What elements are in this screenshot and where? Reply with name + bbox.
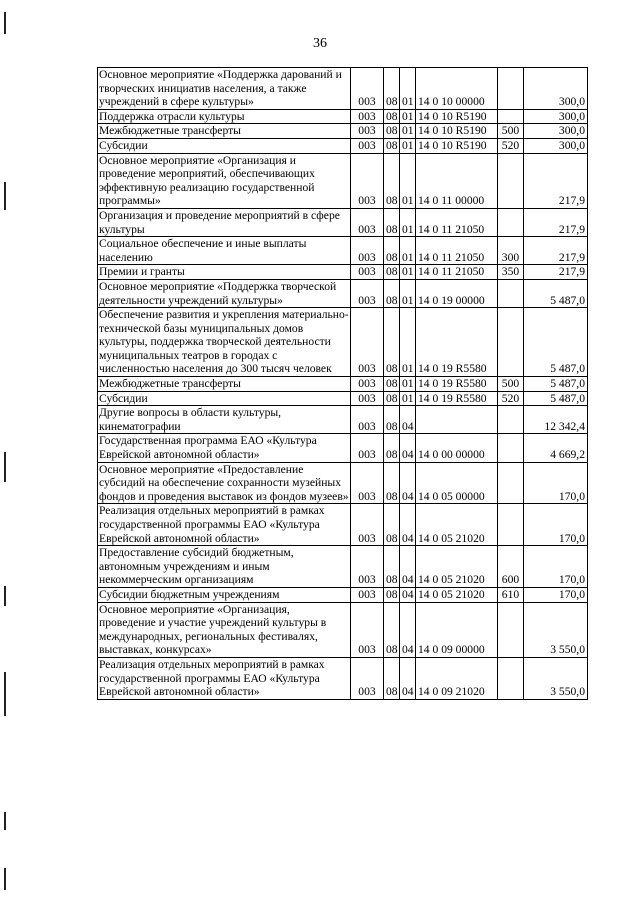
table-row	[98, 208, 588, 236]
target-article-code: 14 0 19 R5580	[416, 391, 498, 406]
expense-type-code: 500	[498, 377, 524, 392]
grbs-code: 003	[351, 504, 384, 546]
target-article-code: 14 0 05 21020	[416, 546, 498, 588]
target-article-code: 14 0 19 R5580	[416, 308, 498, 377]
expense-type-code: 610	[498, 587, 524, 602]
subsection-code: 04	[400, 462, 416, 504]
subsection-code: 01	[400, 124, 416, 139]
row-name: Поддержка отрасли культуры	[98, 109, 351, 124]
subsection-code: 01	[400, 68, 416, 110]
section-code: 08	[384, 237, 400, 265]
table-row	[98, 546, 588, 588]
row-name: Государственная программа ЕАО «Культура Еврейской автономной области»	[98, 434, 351, 462]
amount: 217,9	[524, 208, 588, 236]
row-name: Реализация отдельных мероприятий в рамках государственной программы ЕАО «Культура Еврейской автономной области»	[98, 657, 351, 699]
row-name: Предоставление субсидий бюджетным, автономным учреждениям и иным некоммерческим организациям	[98, 546, 351, 588]
table-row	[98, 462, 588, 504]
amount: 300,0	[524, 109, 588, 124]
subsection-code: 01	[400, 308, 416, 377]
amount: 300,0	[524, 138, 588, 153]
amount: 217,9	[524, 265, 588, 280]
grbs-code: 003	[351, 546, 384, 588]
grbs-code: 003	[351, 208, 384, 236]
section-code: 08	[384, 434, 400, 462]
expense-type-code: 350	[498, 265, 524, 280]
table-row	[98, 434, 588, 462]
grbs-code: 003	[351, 406, 384, 434]
grbs-code: 003	[351, 391, 384, 406]
row-name: Межбюджетные трансферты	[98, 124, 351, 139]
section-code: 08	[384, 546, 400, 588]
section-code: 08	[384, 391, 400, 406]
amount: 4 669,2	[524, 434, 588, 462]
subsection-code: 01	[400, 377, 416, 392]
section-code: 08	[384, 208, 400, 236]
expense-type-code	[498, 434, 524, 462]
binding-mark	[4, 868, 6, 890]
target-article-code: 14 0 09 00000	[416, 602, 498, 657]
subsection-code: 04	[400, 504, 416, 546]
amount: 5 487,0	[524, 377, 588, 392]
subsection-code: 01	[400, 208, 416, 236]
binding-mark	[4, 586, 6, 606]
target-article-code: 14 0 05 00000	[416, 462, 498, 504]
subsection-code: 01	[400, 391, 416, 406]
budget-table-body	[98, 68, 588, 700]
subsection-code: 01	[400, 265, 416, 280]
expense-type-code: 520	[498, 391, 524, 406]
subsection-code: 04	[400, 602, 416, 657]
subsection-code: 04	[400, 657, 416, 699]
target-article-code: 14 0 09 21020	[416, 657, 498, 699]
expense-type-code	[498, 504, 524, 546]
target-article-code: 14 0 19 00000	[416, 279, 498, 307]
section-code: 08	[384, 153, 400, 208]
amount: 217,9	[524, 237, 588, 265]
row-name: Основное мероприятие «Организация и проведение мероприятий, обеспечивающих эффективную реализацию государственной программы»	[98, 153, 351, 208]
row-name: Обеспечение развития и укрепления материально-технической базы муниципальных домов культуры, поддержка творческой деятельности муниципальных театров в городах с численностью населения до 300 тысяч человек	[99, 308, 349, 376]
subsection-code: 01	[400, 237, 416, 265]
row-name: Реализация отдельных мероприятий в рамках государственной программы ЕАО «Культура Еврейской автономной области»	[98, 504, 351, 546]
table-row	[98, 602, 588, 657]
target-article-code: 14 0 11 21050	[416, 237, 498, 265]
grbs-code: 003	[351, 279, 384, 307]
expense-type-code	[498, 109, 524, 124]
section-code: 08	[384, 462, 400, 504]
section-code: 08	[384, 504, 400, 546]
grbs-code: 003	[351, 434, 384, 462]
target-article-code: 14 0 11 21050	[416, 208, 498, 236]
grbs-code: 003	[351, 138, 384, 153]
amount: 300,0	[524, 124, 588, 139]
binding-mark	[4, 812, 6, 830]
subsection-code: 04	[400, 434, 416, 462]
expense-type-code: 500	[498, 124, 524, 139]
target-article-code: 14 0 10 00000	[416, 68, 498, 110]
expense-type-code	[498, 657, 524, 699]
grbs-code: 003	[351, 308, 384, 377]
row-name: Премии и гранты	[98, 265, 351, 280]
grbs-code: 003	[351, 109, 384, 124]
section-code: 08	[384, 657, 400, 699]
row-name: Организация и проведение мероприятий в сфере культуры	[98, 208, 351, 236]
grbs-code: 003	[351, 462, 384, 504]
subsection-code: 01	[400, 153, 416, 208]
budget-table	[97, 67, 588, 700]
row-name: Основное мероприятие «Поддержка творческой деятельности учреждений культуры»	[98, 279, 351, 307]
row-name: Субсидии	[98, 138, 351, 153]
subsection-code: 04	[400, 406, 416, 434]
amount: 217,9	[524, 153, 588, 208]
expense-type-code: 300	[498, 237, 524, 265]
expense-type-code	[498, 279, 524, 307]
table-row	[98, 265, 588, 280]
grbs-code: 003	[351, 124, 384, 139]
row-name: Социальное обеспечение и иные выплаты населению	[98, 237, 351, 265]
section-code: 08	[384, 279, 400, 307]
section-code: 08	[384, 377, 400, 392]
expense-type-code	[498, 462, 524, 504]
grbs-code: 003	[351, 602, 384, 657]
table-row	[98, 124, 588, 139]
section-code: 08	[384, 68, 400, 110]
target-article-code: 14 0 11 00000	[416, 153, 498, 208]
binding-mark	[4, 672, 6, 716]
target-article-code: 14 0 10 R5190	[416, 109, 498, 124]
subsection-code: 01	[400, 279, 416, 307]
grbs-code: 003	[351, 153, 384, 208]
page-number: 36	[313, 36, 327, 51]
row-name: Основное мероприятие «Организация, проведение и участие учреждений культуры в международных, региональных фестивалях, выставках, конкурсах»	[98, 602, 351, 657]
subsection-code: 04	[400, 546, 416, 588]
row-name: Основное мероприятие «Поддержка дарований и творческих инициатив населения, а также учреждений в сфере культуры»	[98, 68, 351, 110]
expense-type-code	[498, 208, 524, 236]
amount: 170,0	[524, 587, 588, 602]
section-code: 08	[384, 138, 400, 153]
binding-mark	[4, 452, 6, 482]
row-name: Субсидии	[98, 391, 351, 406]
expense-type-code	[498, 308, 524, 377]
target-article-code: 14 0 19 R5580	[416, 377, 498, 392]
amount: 5 487,0	[524, 391, 588, 406]
grbs-code: 003	[351, 237, 384, 265]
subsection-code: 01	[400, 138, 416, 153]
table-row	[98, 657, 588, 699]
table-row	[98, 587, 588, 602]
row-name: Другие вопросы в области культуры, кинематографии	[98, 406, 351, 434]
section-code: 08	[384, 308, 400, 377]
section-code: 08	[384, 602, 400, 657]
expense-type-code	[498, 68, 524, 110]
grbs-code: 003	[351, 377, 384, 392]
target-article-code: 14 0 10 R5190	[416, 124, 498, 139]
section-code: 08	[384, 124, 400, 139]
amount: 170,0	[524, 504, 588, 546]
table-row	[98, 504, 588, 546]
row-name: Основное мероприятие «Предоставление субсидий на обеспечение сохранности музейных фондов и проведения выставок из фондов музеев»	[99, 462, 349, 503]
grbs-code: 003	[351, 68, 384, 110]
binding-mark	[4, 182, 6, 210]
amount: 5 487,0	[524, 279, 588, 307]
subsection-code: 01	[400, 109, 416, 124]
table-row	[98, 109, 588, 124]
amount: 12 342,4	[524, 406, 588, 434]
binding-mark	[4, 12, 6, 34]
table-row	[98, 68, 588, 110]
target-article-code: 14 0 10 R5190	[416, 138, 498, 153]
expense-type-code	[498, 406, 524, 434]
amount: 3 550,0	[524, 657, 588, 699]
expense-type-code: 520	[498, 138, 524, 153]
section-code: 08	[384, 587, 400, 602]
target-article-code: 14 0 05 21020	[416, 587, 498, 602]
expense-type-code	[498, 153, 524, 208]
amount: 300,0	[524, 68, 588, 110]
subsection-code: 04	[400, 587, 416, 602]
row-name: Субсидии бюджетным учреждениям	[98, 587, 351, 602]
amount: 5 487,0	[524, 308, 588, 377]
grbs-code: 003	[351, 587, 384, 602]
target-article-code: 14 0 11 21050	[416, 265, 498, 280]
target-article-code: 14 0 00 00000	[416, 434, 498, 462]
table-row	[98, 308, 588, 377]
section-code: 08	[384, 265, 400, 280]
section-code: 08	[384, 406, 400, 434]
target-article-code	[416, 406, 498, 434]
target-article-code: 14 0 05 21020	[416, 504, 498, 546]
amount: 170,0	[524, 546, 588, 588]
section-code: 08	[384, 109, 400, 124]
table-row	[98, 279, 588, 307]
expense-type-code	[498, 602, 524, 657]
grbs-code: 003	[351, 265, 384, 280]
table-row	[98, 153, 588, 208]
row-name: Межбюджетные трансферты	[98, 377, 351, 392]
table-row	[98, 391, 588, 406]
expense-type-code: 600	[498, 546, 524, 588]
table-row	[98, 406, 588, 434]
table-row	[98, 237, 588, 265]
amount: 3 550,0	[524, 602, 588, 657]
table-row	[98, 377, 588, 392]
amount: 170,0	[524, 462, 588, 504]
table-row	[98, 138, 588, 153]
grbs-code: 003	[351, 657, 384, 699]
